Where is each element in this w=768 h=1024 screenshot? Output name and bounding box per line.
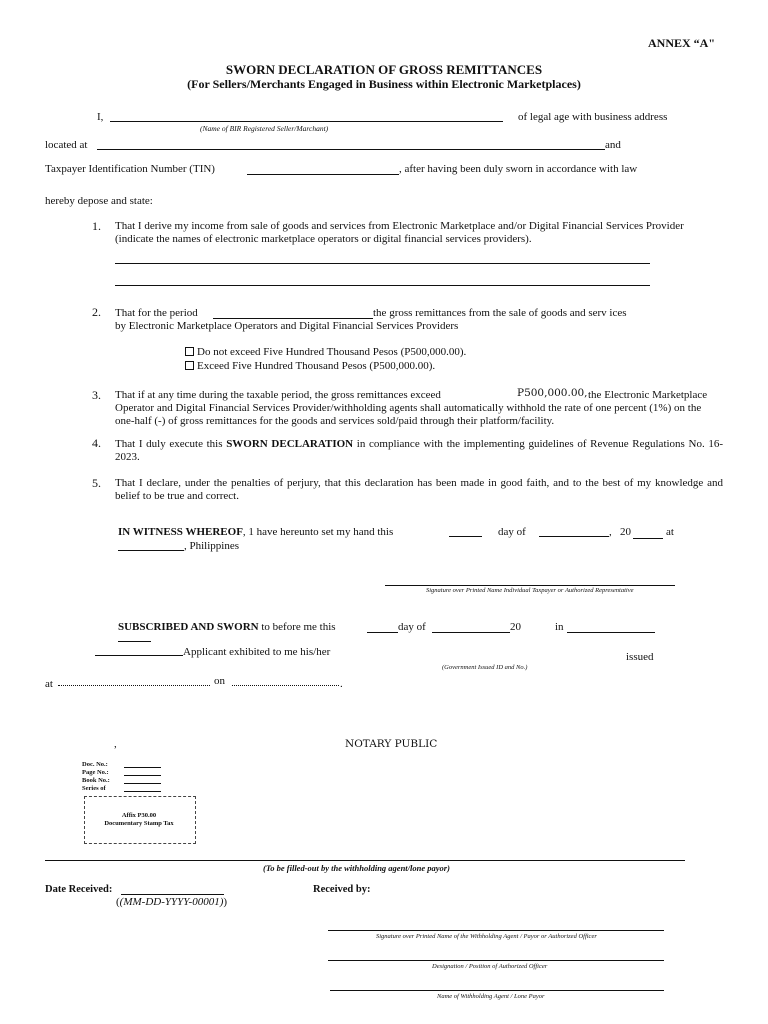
item-3-text-a: That if at any time during the taxable period, the gross remittances exceed (115, 389, 441, 401)
item-3-text-b: the Electronic Marketplace (588, 389, 708, 401)
witness-at: at (666, 526, 674, 538)
issued-text: issued (626, 651, 654, 663)
witness-day-field[interactable] (449, 536, 482, 537)
tin-field[interactable] (247, 174, 399, 175)
item-5-text: That I declare, under the penalties of perjury, that this declaration has been made in good faith, and to the best of my knowledge and belief to be true and correct. (115, 477, 723, 502)
series-label: Series of (82, 785, 106, 792)
document-title: SWORN DECLARATION OF GROSS REMITTANCES (225, 62, 543, 77)
doc-no-field[interactable] (124, 767, 161, 768)
item-2-text-b: the gross remittances from the sale of goods and serv ices (373, 307, 627, 319)
item-4-text-b: in compliance with the implementing guidelines of Revenue Regulations No. 16-2023. (115, 438, 724, 463)
agent-designation-line[interactable] (328, 960, 664, 961)
item-4-text-a: That I duly execute this (115, 438, 223, 450)
date-format-hint: ((MM-DD-YYYY-00001)) (116, 896, 228, 908)
witness-philippines: , Philippines (184, 540, 240, 552)
seller-name-field[interactable] (110, 121, 503, 122)
and-text: and (605, 139, 621, 151)
book-no-field[interactable] (124, 783, 161, 784)
agent-name-line[interactable] (330, 990, 664, 991)
item-4-number: 4. (92, 436, 101, 450)
issued-at-field[interactable] (58, 685, 210, 686)
issued-at-label: at (45, 678, 53, 690)
located-at-label: located at (45, 139, 88, 151)
witness-text (118, 526, 393, 538)
issued-on-field[interactable] (232, 685, 339, 686)
issued-period: . (340, 678, 343, 690)
depose-text: hereby depose and state: (45, 195, 153, 207)
subscribed-extra-field[interactable] (118, 641, 151, 642)
doc-no-label: Doc. No.: (82, 761, 108, 768)
option-exceed-label: Exceed Five Hundred Thousand Pesos (P500,000.00). (197, 360, 436, 372)
witness-year-field[interactable] (633, 538, 663, 539)
subscribed-to-before: to before me this (261, 621, 336, 633)
subscribed-text (118, 621, 336, 633)
subscribed-place-field[interactable] (567, 632, 655, 633)
date-format-text: (MM-DD-YYYY-00001) (119, 896, 224, 908)
received-by-label: Received by: (313, 884, 371, 895)
subscribed-month-field[interactable] (432, 632, 510, 633)
marketplace-name-line-2[interactable] (115, 285, 650, 286)
witness-place-field[interactable] (118, 550, 184, 551)
item-1-number: 1. (92, 219, 101, 233)
agent-signature-caption: Signature over Printed Name of the Withholding Agent / Payor or Authorized Officer (376, 933, 597, 940)
page-no-label: Page No.: (82, 769, 109, 776)
period-field[interactable] (213, 318, 373, 319)
option-not-exceed-label: Do not exceed Five Hundred Thousand Pesos (P500,000.00). (197, 346, 467, 358)
section-divider (45, 860, 685, 861)
business-address-field[interactable] (97, 149, 605, 150)
issued-on-label: on (214, 675, 225, 687)
witness-bold: IN WITNESS WHEREOF (118, 526, 243, 538)
page-no-field[interactable] (124, 775, 161, 776)
agent-name-caption: Name of Withholding Agent / Lone Payor (437, 993, 545, 1000)
notary-comma: , (114, 738, 117, 750)
marketplace-name-line-1[interactable] (115, 263, 650, 264)
sworn-text: , after having been duly sworn in accordance with law (399, 163, 638, 175)
subscribed-day-field[interactable] (367, 632, 398, 633)
item-4-text (115, 438, 723, 464)
agent-section-header: (To be filled-out by the withholding agent/lone payor) (263, 863, 450, 873)
witness-plain: , 1 have hereunto set my hand this (242, 526, 394, 538)
item-2-text-c: by Electronic Marketplace Operators and Digital Financial Services Providers (115, 320, 459, 332)
option-exceed[interactable] (185, 360, 435, 372)
notary-public-label: NOTARY PUBLIC (345, 738, 438, 750)
item-3-text-c: Operator and Digital Financial Services Provider/withholding agents shall automatically withhold the rate of one percent (1%) on the one-half (-) of gross remittances for the goods and services sold/paid through their platform/facility. (115, 402, 702, 427)
government-id-caption: (Government Issued ID and No.) (442, 664, 528, 671)
applicant-field[interactable] (95, 655, 183, 656)
checkbox-not-exceed[interactable] (185, 347, 194, 356)
tin-label: Taxpayer Identification Number (TIN) (45, 163, 215, 175)
applicant-text: Applicant exhibited to me his/her (183, 646, 331, 658)
stamp-line-2: Documentary Stamp Tax (104, 820, 174, 827)
agent-signature-line[interactable] (328, 930, 664, 931)
item-2-number: 2. (92, 305, 101, 319)
item-5-number: 5. (92, 476, 101, 490)
subscribed-bold: SUBSCRIBED AND SWORN (118, 621, 259, 633)
item-2-text-a: That for the period (115, 307, 198, 319)
checkbox-exceed[interactable] (185, 361, 194, 370)
threshold-amount: P500,000.00, (517, 387, 588, 399)
item-4-bold: SWORN DECLARATION (226, 438, 354, 450)
witness-month-field[interactable] (539, 536, 609, 537)
subscribed-year-20: 20 (510, 621, 521, 633)
stamp-line-1: Affix P30.00 (121, 812, 157, 819)
item-3-number: 3. (92, 388, 101, 402)
series-field[interactable] (124, 791, 161, 792)
book-no-label: Book No.: (82, 777, 110, 784)
witness-day-of: day of (498, 526, 526, 538)
option-not-exceed[interactable] (185, 346, 466, 358)
date-received-field[interactable] (121, 894, 224, 895)
date-received-label: Date Received: (45, 884, 113, 895)
legal-age-text: of legal age with business address (518, 111, 668, 123)
annex-label: ANNEX “A" (648, 36, 715, 50)
agent-designation-caption: Designation / Position of Authorized Officer (432, 963, 548, 970)
intro-i: I, (97, 111, 104, 123)
subscribed-in: in (555, 621, 564, 633)
witness-comma: , (609, 526, 612, 538)
taxpayer-signature-line[interactable] (385, 585, 675, 586)
document-subtitle: (For Sellers/Merchants Engaged in Business within Electronic Marketplaces) (187, 77, 581, 91)
subscribed-day-of: day of (398, 621, 426, 633)
item-1-text: That I derive my income from sale of goods and services from Electronic Marketplace and/or Digital Financial Services Provider (indicate the names of electronic marketplace operators or digital financial services providers). (115, 220, 684, 245)
witness-year-20: 20 (620, 526, 631, 538)
taxpayer-signature-caption: Signature over Printed Name Individual Taxpayer or Authorized Representative (426, 587, 634, 594)
seller-name-caption: (Name of BIR Registered Seller/Marchant) (200, 124, 329, 133)
